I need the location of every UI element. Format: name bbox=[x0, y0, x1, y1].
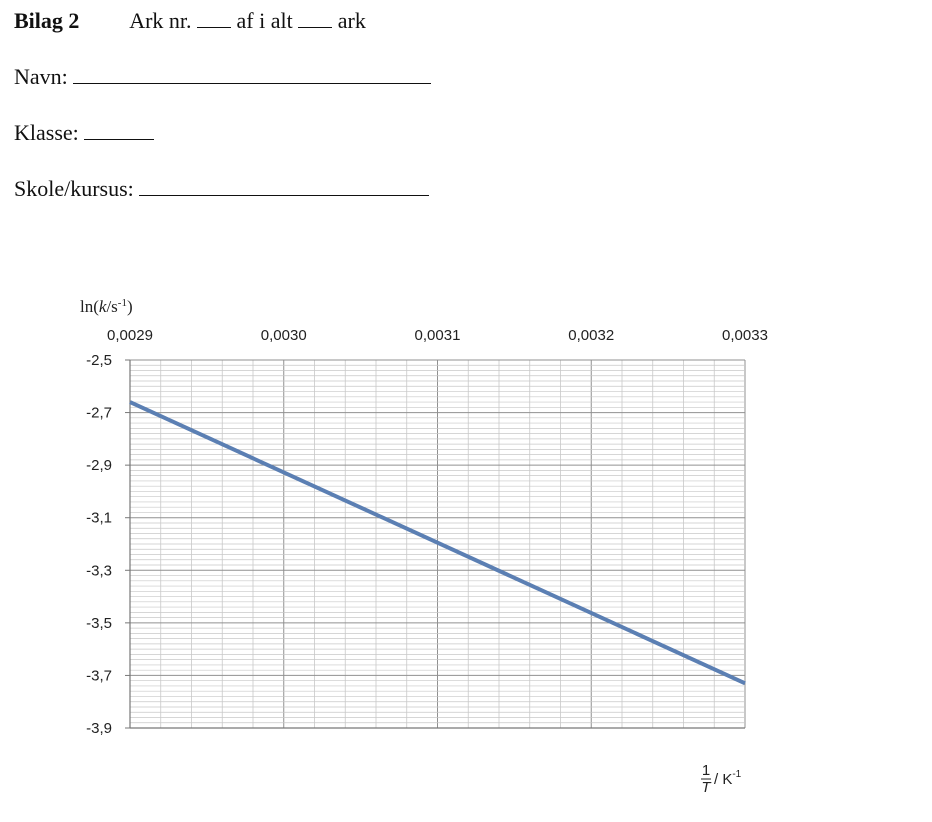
skole-label: Skole/kursus: bbox=[14, 176, 134, 201]
navn-label: Navn: bbox=[14, 64, 68, 89]
y-tick-label: -3,9 bbox=[86, 720, 112, 737]
x-label-unit: / $K^{-1}$ bbox=[714, 769, 742, 788]
ark-nr-label: Ark nr. bbox=[129, 8, 192, 33]
x-tick-label: 0,0033 bbox=[722, 327, 768, 344]
x-tick-label: 0,0030 bbox=[260, 327, 307, 344]
bilag-title: Bilag 2 bbox=[14, 8, 80, 33]
y-tick-label: -2,9 bbox=[86, 457, 112, 475]
x-axis-label bbox=[701, 762, 742, 796]
y-axis-label: $\ln(k/s^{-1})$ bbox=[80, 297, 133, 316]
y-tick-label: -3,3 bbox=[86, 562, 112, 580]
x-label-denominator: T bbox=[701, 779, 711, 796]
klasse-label: Klasse: bbox=[14, 120, 79, 145]
y-tick-label: -3,5 bbox=[86, 614, 112, 632]
y-tick-label: -2,7 bbox=[86, 404, 112, 422]
af-i-alt-label: af i alt bbox=[236, 8, 293, 33]
x-tick-label: 0,0029 bbox=[107, 327, 153, 344]
y-tick-label: -3,1 bbox=[86, 509, 112, 527]
y-tick-label: -2,5 bbox=[86, 352, 112, 369]
labels bbox=[80, 297, 742, 796]
x-tick-label: 0,0031 bbox=[414, 327, 461, 344]
ark-label: ark bbox=[337, 8, 366, 33]
x-tick-label: 0,0032 bbox=[568, 327, 615, 344]
y-tick-label: -3,7 bbox=[86, 667, 112, 685]
x-label-numerator: 1 bbox=[701, 762, 711, 779]
